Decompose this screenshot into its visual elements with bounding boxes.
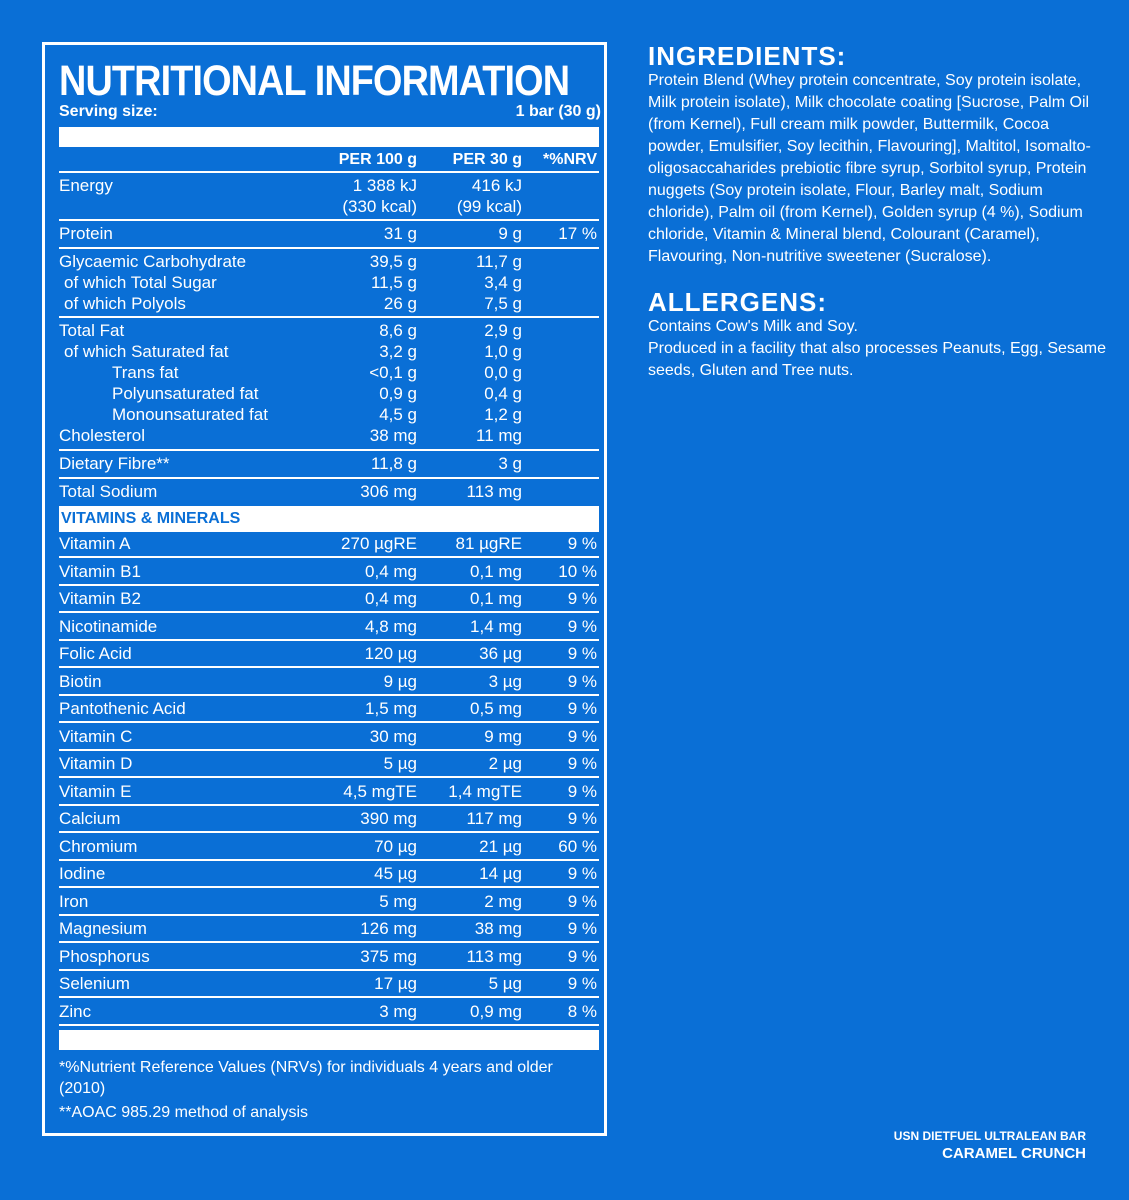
row-name: Phosphorus — [59, 946, 150, 966]
divider — [59, 477, 599, 479]
row-per100: 8,6 g — [379, 321, 417, 340]
vitamins-minerals-title: VITAMINS & MINERALS — [61, 510, 241, 527]
row-per30: 3 µg — [488, 671, 522, 691]
row-per30: 9 mg — [484, 726, 522, 746]
divider — [59, 996, 599, 998]
row-per30: 3,4 g — [484, 273, 522, 292]
row-per100: 126 mg — [360, 919, 417, 938]
divider — [59, 804, 599, 806]
divider — [59, 556, 599, 558]
row-name: of which Polyols — [64, 294, 186, 313]
row-per30: 1,0 g — [484, 342, 522, 361]
divider — [59, 247, 599, 249]
divider — [59, 219, 599, 221]
row-per30: 2 µg — [488, 754, 522, 773]
row-name: Selenium — [59, 974, 130, 993]
row-name: Magnesium — [59, 919, 147, 938]
row-per100: 120 µg — [364, 644, 417, 663]
row-per30: 9 g — [498, 224, 522, 243]
row-per100: 9 µg — [383, 671, 417, 691]
row-name: Trans fat — [112, 363, 179, 382]
row-per30: 0,4 g — [484, 384, 522, 403]
row-name: Folic Acid — [59, 644, 132, 663]
row-name: Nicotinamide — [59, 616, 158, 636]
row-nrv: 9 % — [567, 644, 597, 663]
row-name: Cholesterol — [59, 426, 145, 445]
row-name: Biotin — [59, 671, 102, 691]
row-per100: <0,1 g — [369, 363, 417, 382]
row-per100: 4,5 mgTE — [343, 781, 417, 801]
row-per100: 306 mg — [360, 482, 417, 501]
row-per100: 1 388 kJ — [352, 176, 417, 195]
row-per100: 270 µgRE — [341, 534, 417, 553]
row-per30: 38 mg — [474, 919, 522, 938]
row-nrv: 9 % — [567, 754, 597, 773]
product-flavour: CARAMEL CRUNCH — [942, 1145, 1086, 1162]
row-per100: 5 mg — [379, 891, 417, 911]
row-name: Polyunsaturated fat — [112, 384, 259, 403]
row-name: Vitamin A — [59, 534, 131, 553]
row-name: of which Saturated fat — [64, 342, 229, 361]
row-per100: 375 mg — [360, 946, 417, 966]
footer-divider-bar — [59, 1030, 599, 1050]
row-name: of which Total Sugar — [64, 273, 217, 292]
ingredients-text: Protein Blend (Whey protein concentrate, Soy protein isolate, Milk protein isolate), Milk chocolate coating [Sucrose, Palm Oil (from Kernel), Full cream milk powder, Buttermilk, Cocoa powder, Emulsifier, Soy lecithin, Flavouring], Maltitol, Isomalto-oligosaccaharides prebiotic fibre syrup, Sorbitol syrup, Protein nuggets (Soy protein isolate, Flour, Barley malt, Sodium chloride), Palm oil (from Kernel), Golden syrup (4 %), Sodium chloride, Vitamin & Mineral blend, Colourant (Caramel), Flavouring, Non-nutritive sweetener (Sucralose). — [648, 72, 1091, 265]
row-per30: 0,5 mg — [470, 699, 522, 718]
footnote-aoac: **AOAC 985.29 method of analysis — [59, 1104, 309, 1121]
row-nrv: 9 % — [567, 864, 597, 883]
serving-size — [59, 103, 599, 121]
row-per100: 0,4 mg — [365, 589, 417, 608]
header-nrv: *%NRV — [543, 151, 597, 168]
row-name: Energy — [59, 176, 113, 195]
row-nrv: 9 % — [567, 726, 597, 746]
row-per30: 14 µg — [479, 864, 522, 883]
row-per30: 0,9 mg — [470, 1001, 522, 1021]
row-name: Total Fat — [59, 321, 125, 340]
row-per30: 1,4 mg — [470, 616, 522, 636]
divider — [59, 316, 599, 318]
row-nrv: 9 % — [567, 589, 597, 608]
divider — [59, 721, 599, 723]
divider — [59, 694, 599, 696]
divider — [59, 749, 599, 751]
row-nrv: 9 % — [567, 616, 597, 636]
row-per100: 70 µg — [374, 836, 417, 856]
row-per30: 21 µg — [479, 836, 522, 856]
row-per30: 81 µgRE — [455, 534, 522, 553]
row-name: Glycaemic Carbohydrate — [59, 252, 247, 271]
row-per100: 39,5 g — [369, 252, 417, 271]
row-name: Zinc — [59, 1001, 92, 1021]
row-per100: 0,4 mg — [365, 561, 417, 581]
row-name: Monounsaturated fat — [112, 405, 268, 424]
allergens-contains: Contains Cow's Milk and Soy. — [648, 318, 858, 335]
row-nrv: 60 % — [558, 836, 597, 856]
row-per30: 1,2 g — [484, 405, 522, 424]
row-nrv: 9 % — [567, 534, 597, 553]
row-nrv: 8 % — [567, 1001, 597, 1021]
row-per30: 0,1 mg — [470, 589, 522, 608]
divider — [59, 584, 599, 586]
row-name: Protein — [59, 224, 113, 243]
divider — [59, 886, 599, 888]
row-nrv: 9 % — [567, 946, 597, 966]
divider — [59, 171, 599, 173]
divider — [59, 1024, 599, 1026]
divider — [59, 611, 599, 613]
row-name: Iron — [59, 891, 89, 911]
row-nrv: 9 % — [567, 809, 597, 828]
row-per100: 3 mg — [379, 1001, 417, 1021]
divider — [59, 914, 599, 916]
row-per100: 4,5 g — [379, 405, 417, 424]
row-per30: 5 µg — [488, 974, 522, 993]
row-per30: 113 mg — [466, 482, 522, 501]
row-name: Calcium — [59, 809, 121, 828]
divider — [59, 666, 599, 668]
row-name: Vitamin E — [59, 781, 132, 801]
row-name: Chromium — [59, 836, 138, 856]
row-per100: 390 mg — [360, 809, 417, 828]
row-per100-kcal: (330 kcal) — [342, 197, 417, 216]
divider — [59, 776, 599, 778]
row-per100: 38 mg — [369, 426, 417, 445]
row-per30-kcal: (99 kcal) — [456, 197, 522, 216]
info-column — [648, 42, 1108, 382]
row-name: Total Sodium — [59, 482, 158, 501]
footnote-nrv: *%Nutrient Reference Values (NRVs) for individuals 4 years and older (2010) — [59, 1059, 553, 1097]
allergens-facility: Produced in a facility that also processes Peanuts, Egg, Sesame seeds, Gluten and Tree nuts. — [648, 340, 1107, 379]
row-per100: 4,8 mg — [365, 616, 417, 636]
row-name: Vitamin D — [59, 754, 133, 773]
divider — [59, 831, 599, 833]
row-nrv: 9 % — [567, 699, 597, 718]
row-per30: 0,0 g — [484, 363, 522, 382]
row-per100: 5 µg — [383, 754, 417, 773]
row-name: Iodine — [59, 864, 106, 883]
vitamins-minerals-header — [59, 506, 599, 532]
divider — [59, 859, 599, 861]
row-nrv: 9 % — [567, 919, 597, 938]
product-name — [894, 1127, 1086, 1163]
row-per100: 17 µg — [374, 974, 417, 993]
row-per100: 11,8 g — [370, 454, 417, 473]
header-per100: PER 100 g — [338, 151, 417, 168]
row-name: Vitamin C — [59, 726, 133, 746]
row-per30: 3 g — [498, 454, 522, 473]
row-per100: 45 µg — [374, 864, 417, 883]
header-per30: PER 30 g — [452, 151, 522, 168]
row-name: Pantothenic Acid — [59, 699, 186, 718]
row-nrv: 17 % — [558, 224, 597, 243]
row-nrv: 10 % — [558, 561, 597, 581]
row-per30: 416 kJ — [471, 176, 522, 195]
divider — [59, 639, 599, 641]
row-name: Dietary Fibre** — [59, 454, 170, 473]
product-line: USN DIETFUEL ULTRALEAN BAR — [893, 1129, 1086, 1143]
row-per100: 3,2 g — [379, 342, 417, 361]
divider — [59, 941, 599, 943]
row-per100: 26 g — [383, 294, 417, 313]
row-per30: 0,1 mg — [470, 561, 522, 581]
row-name: Vitamin B1 — [59, 561, 141, 581]
divider — [59, 449, 599, 451]
row-per30: 2 mg — [484, 891, 522, 911]
serving-label: Serving size: — [59, 103, 158, 120]
ingredients-title: INGREDIENTS: — [648, 41, 847, 71]
allergens-title: ALLERGENS: — [648, 287, 827, 317]
row-per30: 2,9 g — [484, 321, 522, 340]
row-per30: 11 mg — [476, 426, 522, 445]
row-per30: 11,7 g — [475, 252, 522, 271]
row-nrv: 9 % — [567, 891, 597, 911]
row-per100: 31 g — [383, 224, 417, 243]
row-nrv: 9 % — [567, 974, 597, 993]
row-per30: 7,5 g — [484, 294, 522, 313]
row-per30: 117 mg — [466, 809, 522, 828]
row-per30: 113 mg — [466, 946, 522, 966]
row-nrv: 9 % — [567, 781, 597, 801]
row-per100: 1,5 mg — [365, 699, 417, 718]
row-per100: 0,9 g — [379, 384, 417, 403]
row-per30: 1,4 mgTE — [448, 781, 522, 801]
serving-value: 1 bar (30 g) — [515, 103, 601, 120]
row-name: Vitamin B2 — [59, 589, 141, 608]
row-per100: 30 mg — [369, 726, 417, 746]
row-nrv: 9 % — [567, 671, 597, 691]
panel-title: NUTRITIONAL INFORMATION — [59, 57, 570, 105]
header-divider-bar — [59, 127, 599, 147]
divider — [59, 969, 599, 971]
nutrition-panel — [42, 42, 607, 1136]
row-per100: 11,5 g — [370, 273, 417, 292]
row-per30: 36 µg — [479, 644, 522, 663]
